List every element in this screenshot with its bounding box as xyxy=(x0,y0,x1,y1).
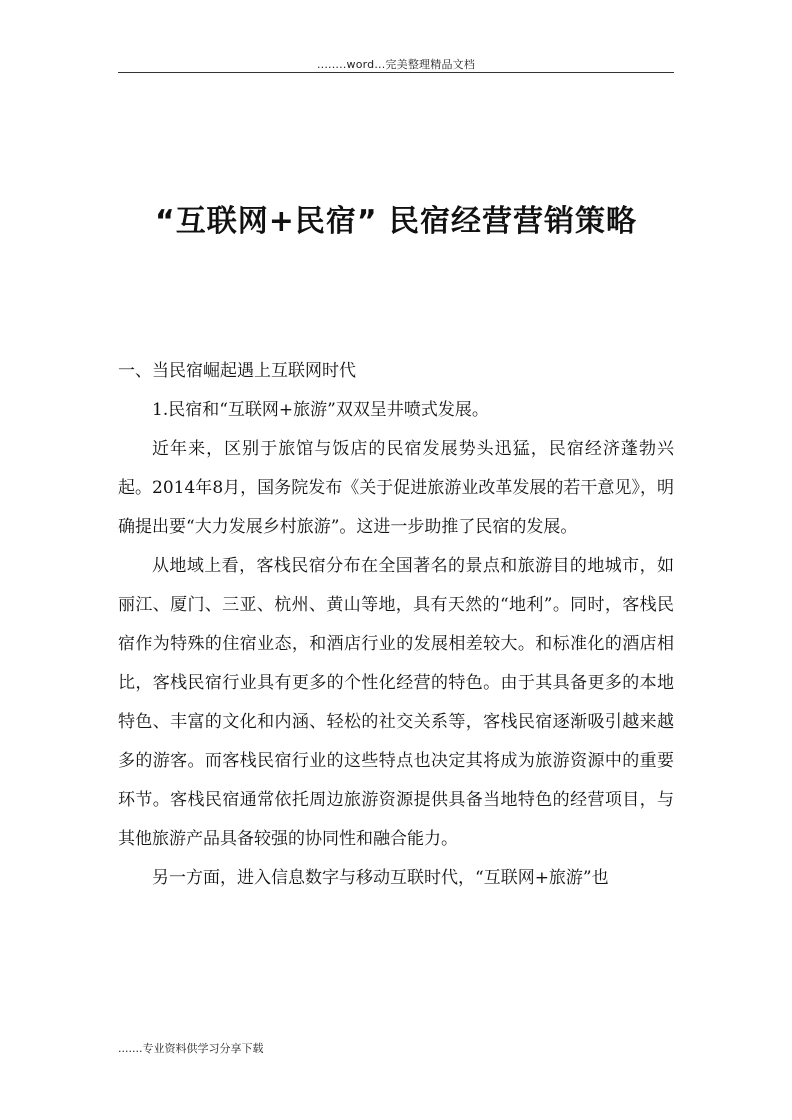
paragraph: 另一方面，进入信息数字与移动互联时代，“互联网+旅游”也 xyxy=(152,868,609,888)
paragraph: 近年来，区别于旅馆与饭店的民宿发展势头迅猛，民宿经济蓬勃兴起。2014年8月，国务院发布《关于促进旅游业改革发展的若干意见》，明确提出要“大力发展乡村旅游”。这进一步助推了民宿的发展。 xyxy=(118,439,674,537)
header-divider xyxy=(118,72,674,73)
document-title: “互联网+民宿” 民宿经营营销策略 xyxy=(154,204,637,239)
subheading: 1.民宿和“互联网+旅游”双双呈井喷式发展。 xyxy=(152,400,489,420)
document-body xyxy=(118,352,674,898)
section-heading: 一、当民宿崛起遇上互联网时代 xyxy=(118,361,356,381)
paragraph: 从地域上看，客栈民宿分布在全国著名的景点和旅游目的地城市，如丽江、厦门、三亚、杭州、黄山等地，具有天然的“地利”。同时，客栈民宿作为特殊的住宿业态，和酒店行业的发展相差较大。和标准化的酒店相比，客栈民宿行业具有更多的个性化经营的特色。由于其具备更多的本地特色、丰富的文化和内涵、轻松的社交关系等，客栈民宿逐渐吸引越来越多的游客。而客栈民宿行业的这些特点也决定其将成为旅游资源中的重要环节。客栈民宿通常依托周边旅游资源提供具备当地特色的经营项目，与其他旅游产品具备较强的协同性和融合能力。 xyxy=(118,556,674,849)
page-header: ........word...完美整理精品文档 xyxy=(316,58,476,71)
page-footer: .......专业资料供学习分享下载 xyxy=(118,1042,264,1055)
